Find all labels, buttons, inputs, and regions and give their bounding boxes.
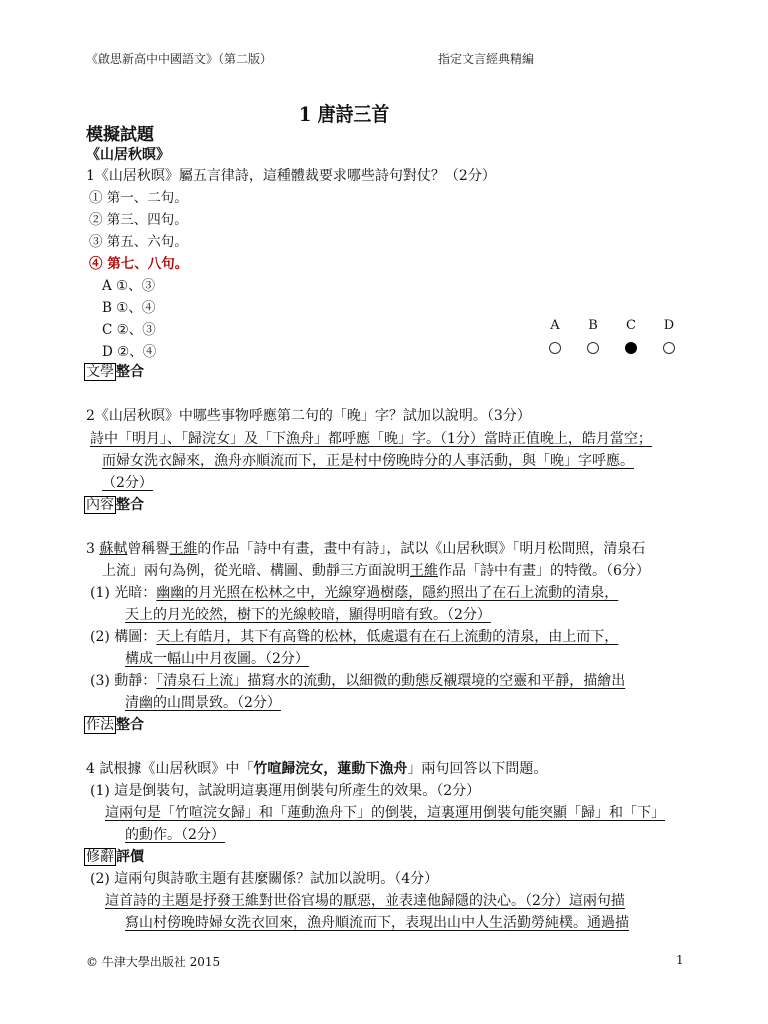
q3-part-answer: 天上的月光皎然，樹下的光線較暗，顯得明暗有致。（2分）: [125, 607, 491, 623]
q4-sub2-question: (2) 這兩句與詩歌主題有甚麼關係？試加以說明。（4分）: [90, 871, 439, 887]
q2-tag: [84, 494, 144, 514]
section-title: 模擬試題: [86, 125, 154, 145]
q3-stem-line1: [86, 538, 645, 558]
q4-sub1-answer: 的動作。（2分）: [125, 827, 225, 843]
q4-stem-text: 」兩句回答以下問題。: [407, 761, 548, 777]
q3-name-wangwei: 王維: [410, 563, 438, 579]
q1-item: ① 第一、二句。: [89, 190, 188, 206]
q1-item: ③ 第五、六句。: [89, 234, 188, 250]
q2-tag-box: 內容: [86, 497, 114, 513]
q4-sub1-question: (1) 這是倒裝句，試說明這裏運用倒裝句所產生的效果。（2分）: [90, 783, 481, 799]
q1-item: ② 第三、四句。: [89, 212, 188, 228]
q2-tag-text: 整合: [116, 497, 144, 513]
header-section-title: 指定文言經典精編: [438, 52, 535, 66]
q4-stem: [86, 758, 547, 778]
choice-label-d: D: [663, 318, 675, 333]
q2-answer-line: 詩中「明月」、「歸浣女」及「下漁舟」都呼應「晚」字。（1分）當時正值晚上，皓月當空；: [90, 431, 652, 447]
choice-label-a: A: [550, 318, 560, 333]
q3-part-label: (1) 光暗：: [90, 585, 157, 601]
q3-name-wangwei: 王維: [169, 541, 198, 557]
q2-answer-line: 而婦女洗衣歸來，漁舟亦順流而下，正是村中傍晚時分的人事活動，與「晚」字呼應。: [102, 453, 634, 469]
q3-stem-text: 曾稱譽: [127, 541, 170, 557]
q2-answer-line: （2分）: [102, 475, 153, 491]
q3-part-label: (3) 動靜：: [90, 673, 157, 689]
page-title: 1 唐詩三首: [298, 102, 390, 126]
q4-tag-box: 修辭: [86, 849, 114, 865]
q3-tag: [84, 714, 144, 734]
answer-bubble-d[interactable]: [663, 342, 675, 354]
q1-tag-text: 整合: [116, 364, 144, 380]
q3-part3: [90, 670, 625, 690]
q3-part-answer: 清幽的山間景致。（2分）: [125, 695, 281, 711]
answer-bubble-a[interactable]: [549, 342, 561, 354]
q1-stem: 1《山居秋暝》屬五言律詩，這種體裁要求哪些詩句對仗？（2分）: [86, 168, 496, 184]
q3-part-answer: 幽幽的月光照在松林之中，光線穿過樹蔭，隱約照出了在石上流動的清泉，: [156, 585, 619, 601]
q3-part-label: (2) 構圖：: [90, 629, 157, 645]
q1-option-b: B ①、④: [102, 300, 156, 316]
choice-label-c: C: [626, 318, 636, 333]
q3-part-answer: 構成一幅山中月夜圖。（2分）: [125, 651, 309, 667]
header-book-title: 《啟思新高中中國語文》（第二版）: [86, 52, 273, 66]
q1-tag: [84, 361, 144, 381]
q1-tag-box: 文學: [86, 364, 114, 380]
q3-stem-line2: [102, 560, 650, 580]
footer-copyright: © 牛津大學出版社 2015: [86, 955, 221, 969]
q4-stem-text: 4 試根據《山居秋暝》中「: [86, 761, 254, 777]
q1-option-a: A ①、③: [102, 278, 156, 294]
q1-option-c: C ②、③: [102, 322, 156, 338]
q3-tag-text: 整合: [116, 717, 144, 733]
q3-part-answer: 天上有皓月，其下有高聳的松林，低處還有在石上流動的清泉，由上而下，: [156, 629, 619, 645]
q4-tag-text: 評價: [116, 849, 144, 865]
q4-sub2-answer: 寫山村傍晚時婦女洗衣回來，漁舟順流而下，表現出山中人生活勤勞純樸。通過描: [125, 915, 629, 931]
poem-title: 《山居秋暝》: [86, 147, 170, 163]
q3-part-answer: 「清泉石上流」描寫水的流動，以細微的動態反襯環境的空靈和平靜，描繪出: [156, 673, 626, 689]
q1-option-d: D ②、④: [102, 344, 157, 360]
q3-stem-text: 作品「詩中有畫」的特徵。（6分）: [438, 563, 650, 579]
q1-item-correct: ④ 第七、八句。: [89, 256, 189, 272]
q4-stem-quote: 竹喧歸浣女，蓮動下漁舟: [253, 761, 408, 777]
page-number: 1: [676, 953, 684, 967]
q4-sub2-answer: 這首詩的主題是抒發王維對世俗官場的厭惡，並表達他歸隱的決心。（2分）這兩句描: [105, 893, 625, 909]
q3-stem-text: 的作品「詩中有畫，畫中有詩」，試以《山居秋暝》「明月松間照，清泉石: [197, 541, 646, 557]
q3-tag-box: 作法: [86, 717, 114, 733]
q3-part1: [90, 582, 618, 602]
q3-part2: [90, 626, 618, 646]
choice-label-b: B: [588, 318, 598, 333]
q4-tag: [84, 846, 144, 866]
q3-stem-text: 上流」兩句為例，從光暗、構圖、動靜三方面說明: [102, 563, 410, 579]
q2-stem: 2《山居秋暝》中哪些事物呼應第二句的「晚」字？試加以說明。（3分）: [86, 408, 531, 424]
q4-sub1-answer: 這兩句是「竹喧浣女歸」和「蓮動漁舟下」的倒裝，這裏運用倒裝句能突顯「歸」和「下」: [105, 805, 665, 821]
q3-number: 3: [86, 541, 100, 557]
q3-name-sushi: 蘇軾: [99, 541, 128, 557]
answer-bubble-b[interactable]: [587, 342, 599, 354]
answer-bubble-c[interactable]: [625, 342, 637, 354]
